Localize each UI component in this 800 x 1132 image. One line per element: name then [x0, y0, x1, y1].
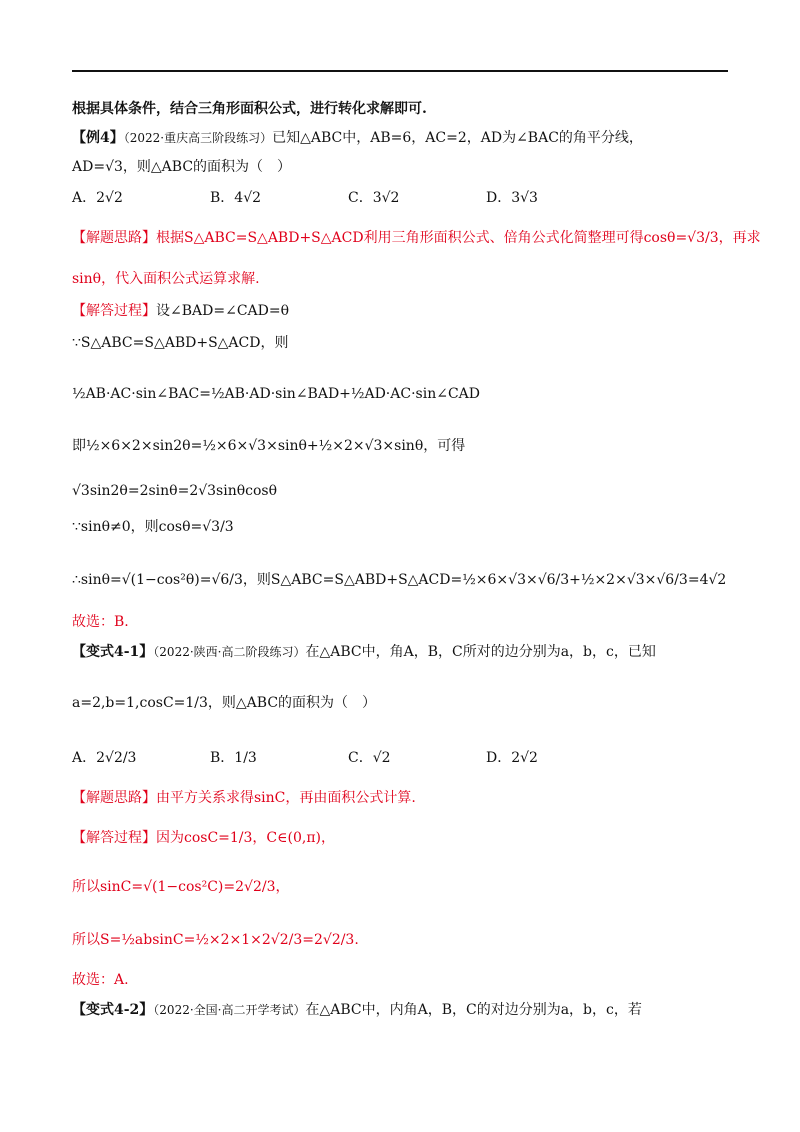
example4-process-label: 【解答过程】 — [72, 303, 156, 319]
example4-answer: 故选：B. — [72, 614, 129, 630]
example4-idea-text-2: sinθ，代入面积公式运算求解. — [72, 271, 260, 287]
variant41-step-2: 所以S=½absinC=½×2×1×2√2/3=2√2/3. — [72, 932, 359, 948]
variant41-process-line — [72, 828, 728, 848]
variant41-idea-label: 【解题思路】 — [72, 790, 156, 806]
example4-idea-line1 — [72, 228, 761, 248]
variant41-option-b: B．1/3 — [210, 750, 257, 766]
example4-step-3: 即½×6×2×sin2θ=½×6×√3×sinθ+½×2×√3×sinθ，可得 — [72, 438, 466, 454]
example4-option-b: B．4√2 — [210, 190, 262, 206]
header-rule — [72, 70, 728, 72]
example4-stem-b: AD=√3，则△ABC的面积为（ ） — [72, 159, 292, 175]
example4-process-text: 设∠BAD=∠CAD=θ — [156, 303, 290, 319]
example4-option-a: A．2√2 — [72, 190, 123, 206]
example4-process-line — [72, 301, 728, 321]
example4-step-2: ½AB·AC·sin∠BAC=½AB·AD·sin∠BAD+½AD·AC·sin∠CAD — [72, 386, 480, 402]
example4-option-d: D．3√3 — [486, 190, 538, 206]
variant42-tag: 【变式4-2】 — [72, 1002, 154, 1018]
variant41-stem-b: a=2,b=1,cosC=1/3，则△ABC的面积为（ ） — [72, 695, 377, 711]
example4-options — [72, 188, 728, 208]
example4-source: （2022·重庆高三阶段练习） — [123, 131, 273, 145]
variant41-source: （2022·陕西·高二阶段练习） — [153, 645, 306, 659]
example4-idea-text-1: 根据S△ABC=S△ABD+S△ACD利用三角形面积公式、倍角公式化简整理可得cosθ=√3/3，再求 — [156, 230, 761, 246]
variant41-process-label: 【解答过程】 — [72, 830, 156, 846]
example4-step-6: ∴sinθ=√(1−cos²θ)=√6/3，则S△ABC=S△ABD+S△ACD=½×6×√3×√6/3+½×2×√3×√6/3=4√2 — [72, 572, 727, 588]
variant41-idea-text: 由平方关系求得sinC，再由面积公式计算. — [156, 790, 416, 806]
variant41-options — [72, 748, 728, 768]
variant42-stem-line — [72, 1000, 728, 1020]
example4-idea-label: 【解题思路】 — [72, 230, 156, 246]
example4-option-c: C．3√2 — [348, 190, 400, 206]
example4-stem-line1 — [72, 128, 728, 148]
example4-step-4: √3sin2θ=2sinθ=2√3sinθcosθ — [72, 483, 278, 499]
variant41-process-text: 因为cosC=1/3，C∈(0,π)， — [156, 830, 335, 846]
variant41-idea-line — [72, 788, 728, 808]
variant42-stem: 在△ABC中，内角A，B，C的对边分别为a，b，c，若 — [305, 1002, 642, 1018]
example4-tag: 【例4】 — [72, 130, 124, 146]
variant41-stem-a: 在△ABC中，角A，B，C所对的边分别为a，b，c，已知 — [305, 644, 656, 660]
intro-text: 根据具体条件，结合三角形面积公式，进行转化求解即可. — [72, 101, 427, 117]
example4-step-5: ∵sinθ≠0，则cosθ=√3/3 — [72, 519, 234, 535]
variant41-option-d: D．2√2 — [486, 750, 538, 766]
variant41-option-a: A．2√2/3 — [72, 750, 137, 766]
variant41-tag: 【变式4-1】 — [72, 644, 154, 660]
example4-stem-a: 已知△ABC中，AB=6，AC=2，AD为∠BAC的角平分线， — [272, 130, 643, 146]
variant41-option-c: C．√2 — [348, 750, 391, 766]
variant41-answer: 故选：A. — [72, 972, 129, 988]
example4-step-1: ∵S△ABC=S△ABD+S△ACD，则 — [72, 335, 289, 351]
variant41-stem-line1 — [72, 642, 728, 662]
variant41-step-1: 所以sinC=√(1−cos²C)=2√2/3， — [72, 879, 290, 895]
variant42-source: （2022·全国·高二开学考试） — [153, 1003, 306, 1017]
